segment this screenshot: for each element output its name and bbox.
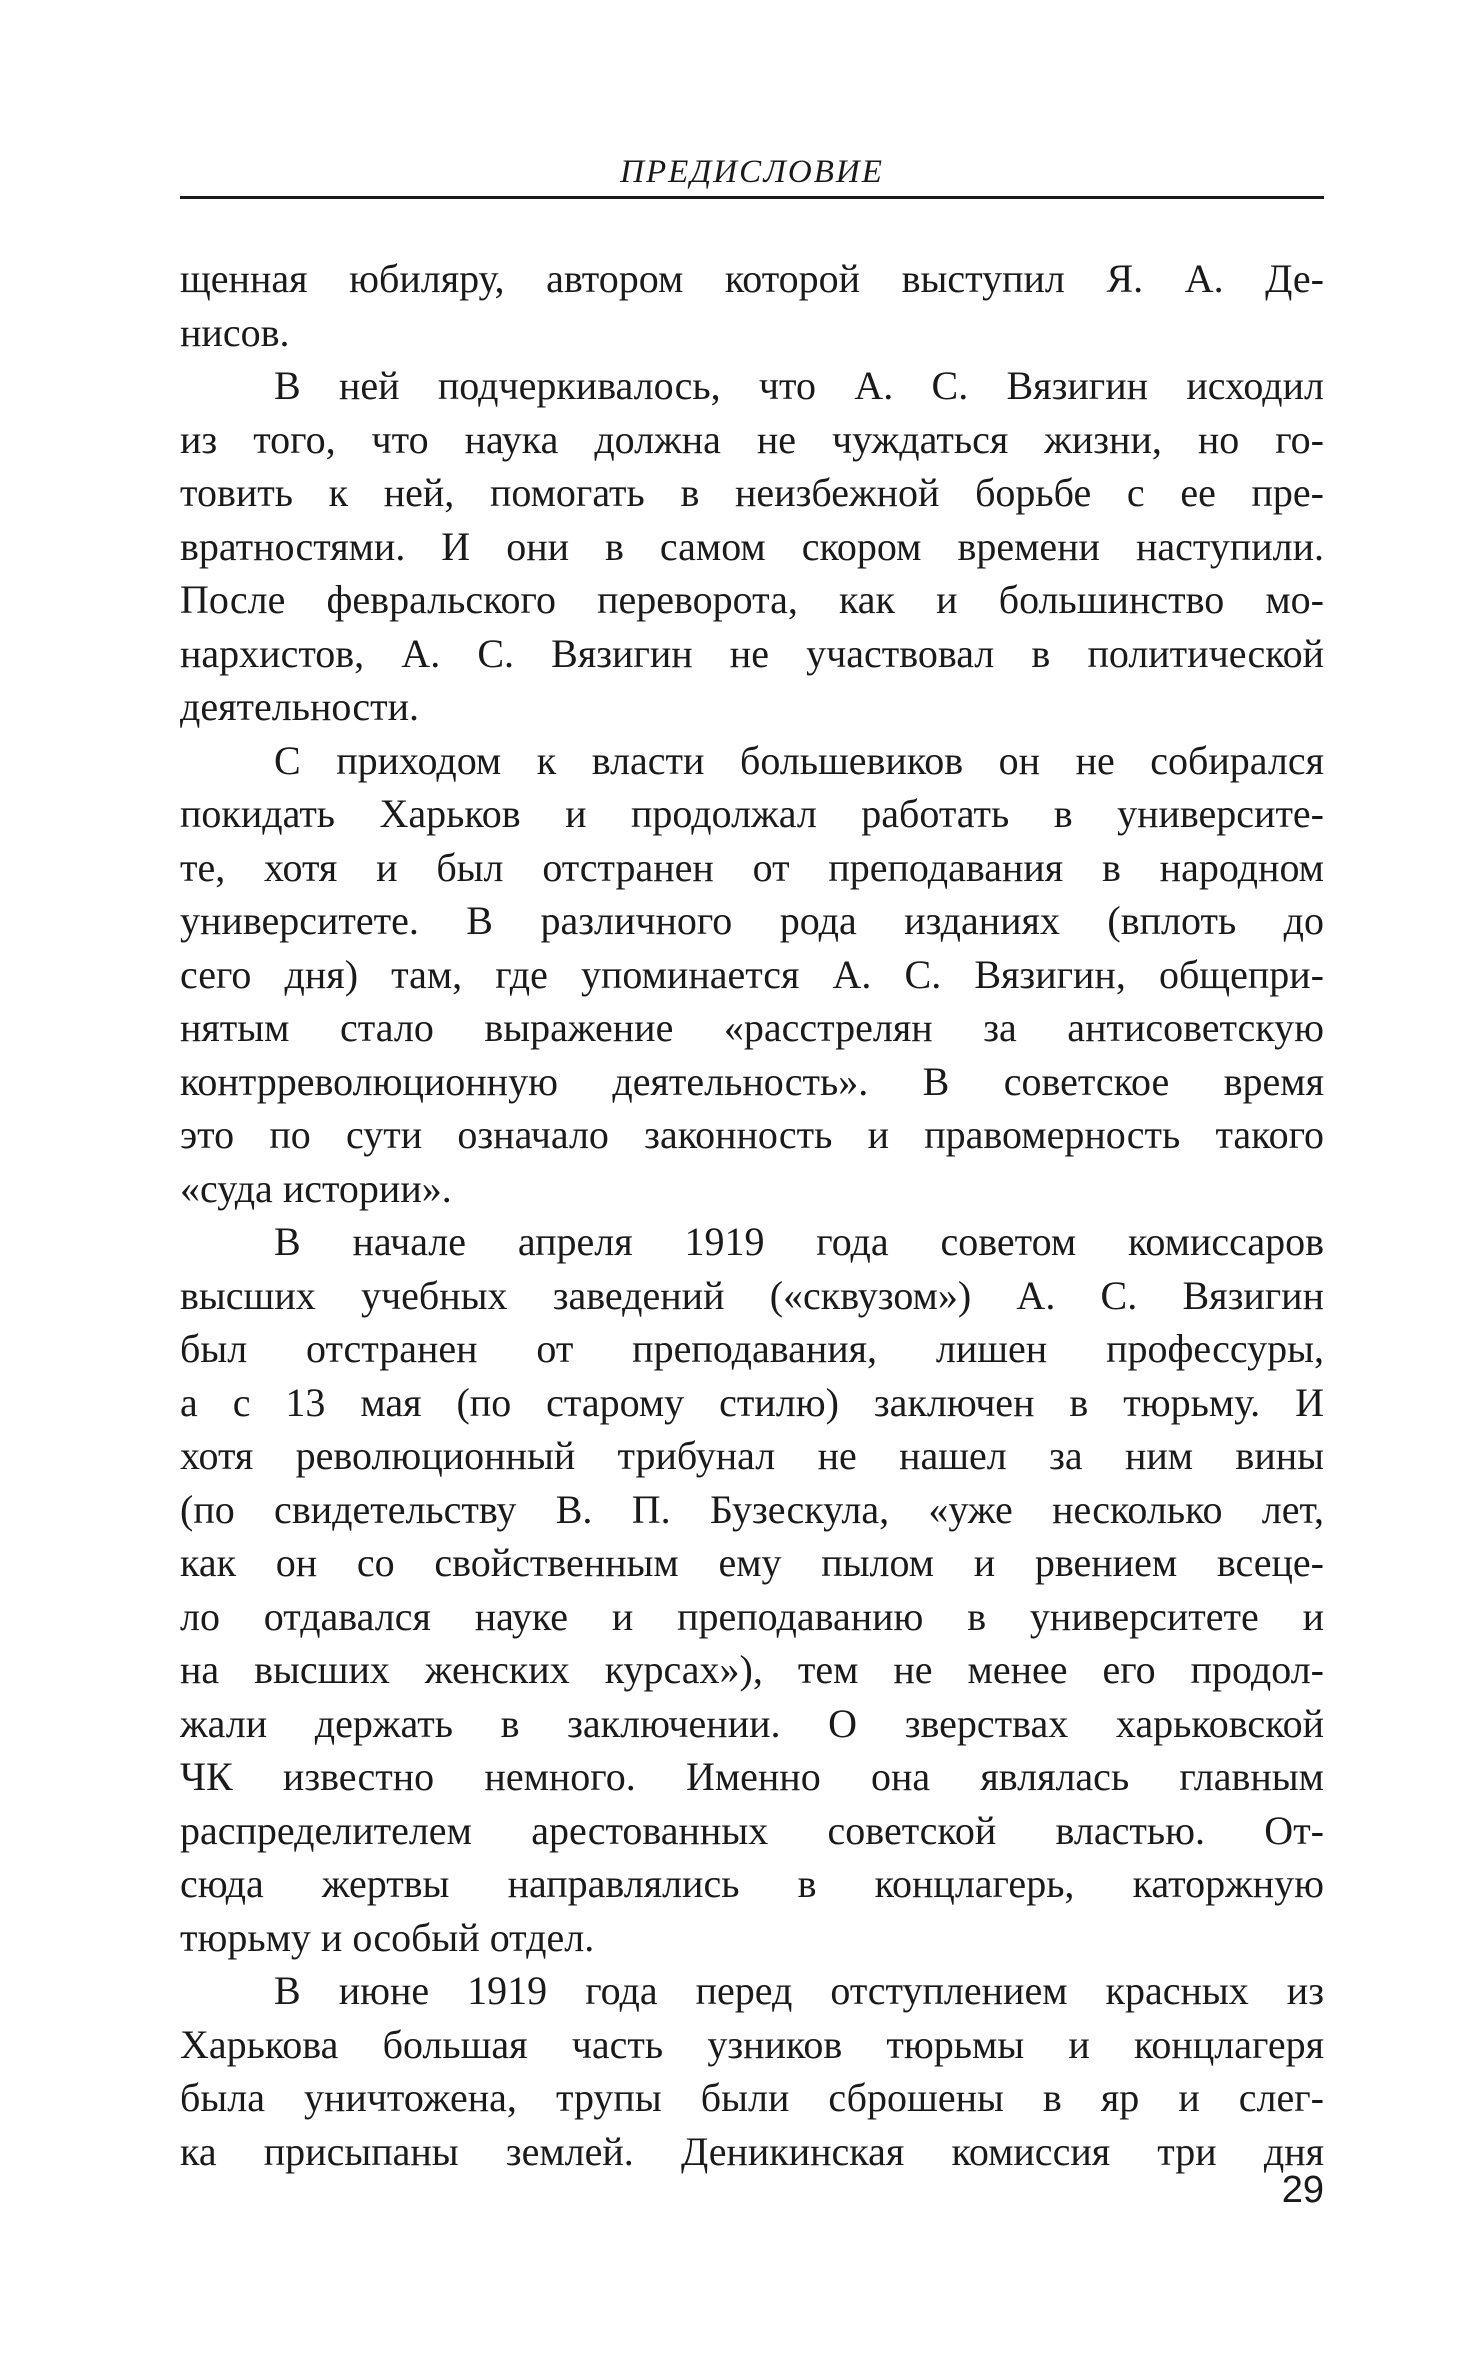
text-line: это по сути означало законность и правомерность такого xyxy=(180,1112,1324,1157)
text-line: из того, что наука должна не чуждаться жизни, но го- xyxy=(180,416,1324,462)
text-line: сюда жертвы направлялись в концлагерь, каторжную xyxy=(180,1861,1324,1906)
text-line: был отстранен от преподавания, лишен профессуры, xyxy=(180,1326,1324,1371)
body-text xyxy=(180,252,1324,2178)
text-line: После февральского переворота, как и большинство мо- xyxy=(180,577,1324,622)
text-line: тюрьму и особый отдел. xyxy=(180,1914,595,1960)
page-number: 29 xyxy=(1281,2169,1324,2211)
text-line: сего дня) там, где упоминается А. С. Вязигин, общепри- xyxy=(180,951,1324,997)
text-line: деятельности. xyxy=(180,684,419,729)
text-line: С приходом к власти большевиков он не собирался xyxy=(274,737,1324,783)
text-line: те, хотя и был отстранен от преподавания в народном xyxy=(180,844,1324,890)
text-line: ло отдавался науке и преподаванию в университете и xyxy=(180,1593,1324,1639)
text-line: контрреволюционную деятельность». В советское время xyxy=(180,1058,1324,1104)
text-line: хотя революционный трибунал не нашел за ним вины xyxy=(180,1433,1324,1478)
text-line: на высших женских курсах»), тем не менее его продол- xyxy=(180,1647,1324,1692)
text-line: товить к ней, помогать в неизбежной борьбе с ее пре- xyxy=(180,470,1324,515)
header-rule xyxy=(180,196,1324,199)
text-line: В ней подчеркивалось, что А. С. Вязигин исходил xyxy=(274,363,1324,408)
text-line: щенная юбиляру, автором которой выступил Я. А. Де- xyxy=(180,256,1324,301)
text-line: нархистов, А. С. Вязигин не участвовал в политической xyxy=(180,630,1324,676)
text-line: была уничтожена, трупы были сброшены в яр и слег- xyxy=(180,2075,1324,2120)
text-line: как он со свойственным ему пылом и рвением всеце- xyxy=(180,1540,1324,1585)
text-line: Харькова большая часть узников тюрьмы и концлагеря xyxy=(180,2021,1324,2067)
text-line: В июне 1919 года перед отступлением красных из xyxy=(274,1968,1324,2013)
text-line: университете. В различного рода изданиях (вплоть до xyxy=(180,898,1324,943)
text-line: вратностями. И они в самом скором времени наступили. xyxy=(180,523,1324,569)
text-line: а с 13 мая (по старому стилю) заключен в тюрьму. И xyxy=(180,1379,1324,1425)
text-line: нисов. xyxy=(180,309,290,355)
text-line: ЧК известно немного. Именно она являлась главным xyxy=(180,1754,1324,1799)
text-line: ка присыпаны землей. Деникинская комиссия три дня xyxy=(180,2128,1324,2174)
text-line: высших учебных заведений («сквузом») А. С. Вязигин xyxy=(180,1272,1324,1318)
text-line: «суда истории». xyxy=(180,1165,452,1211)
running-header-title: ПРЕДИСЛОВИЕ xyxy=(620,154,884,190)
text-line: В начале апреля 1919 года советом комиссаров xyxy=(274,1219,1324,1264)
text-line: распределителем арестованных советской властью. От- xyxy=(180,1807,1324,1853)
text-line: (по свидетельству В. П. Бузескула, «уже несколько лет, xyxy=(180,1486,1324,1532)
text-line: нятым стало выражение «расстрелян за антисоветскую xyxy=(180,1005,1324,1050)
text-line: жали держать в заключении. О зверствах харьковской xyxy=(180,1700,1324,1746)
text-line: покидать Харьков и продолжал работать в университе- xyxy=(180,791,1324,836)
